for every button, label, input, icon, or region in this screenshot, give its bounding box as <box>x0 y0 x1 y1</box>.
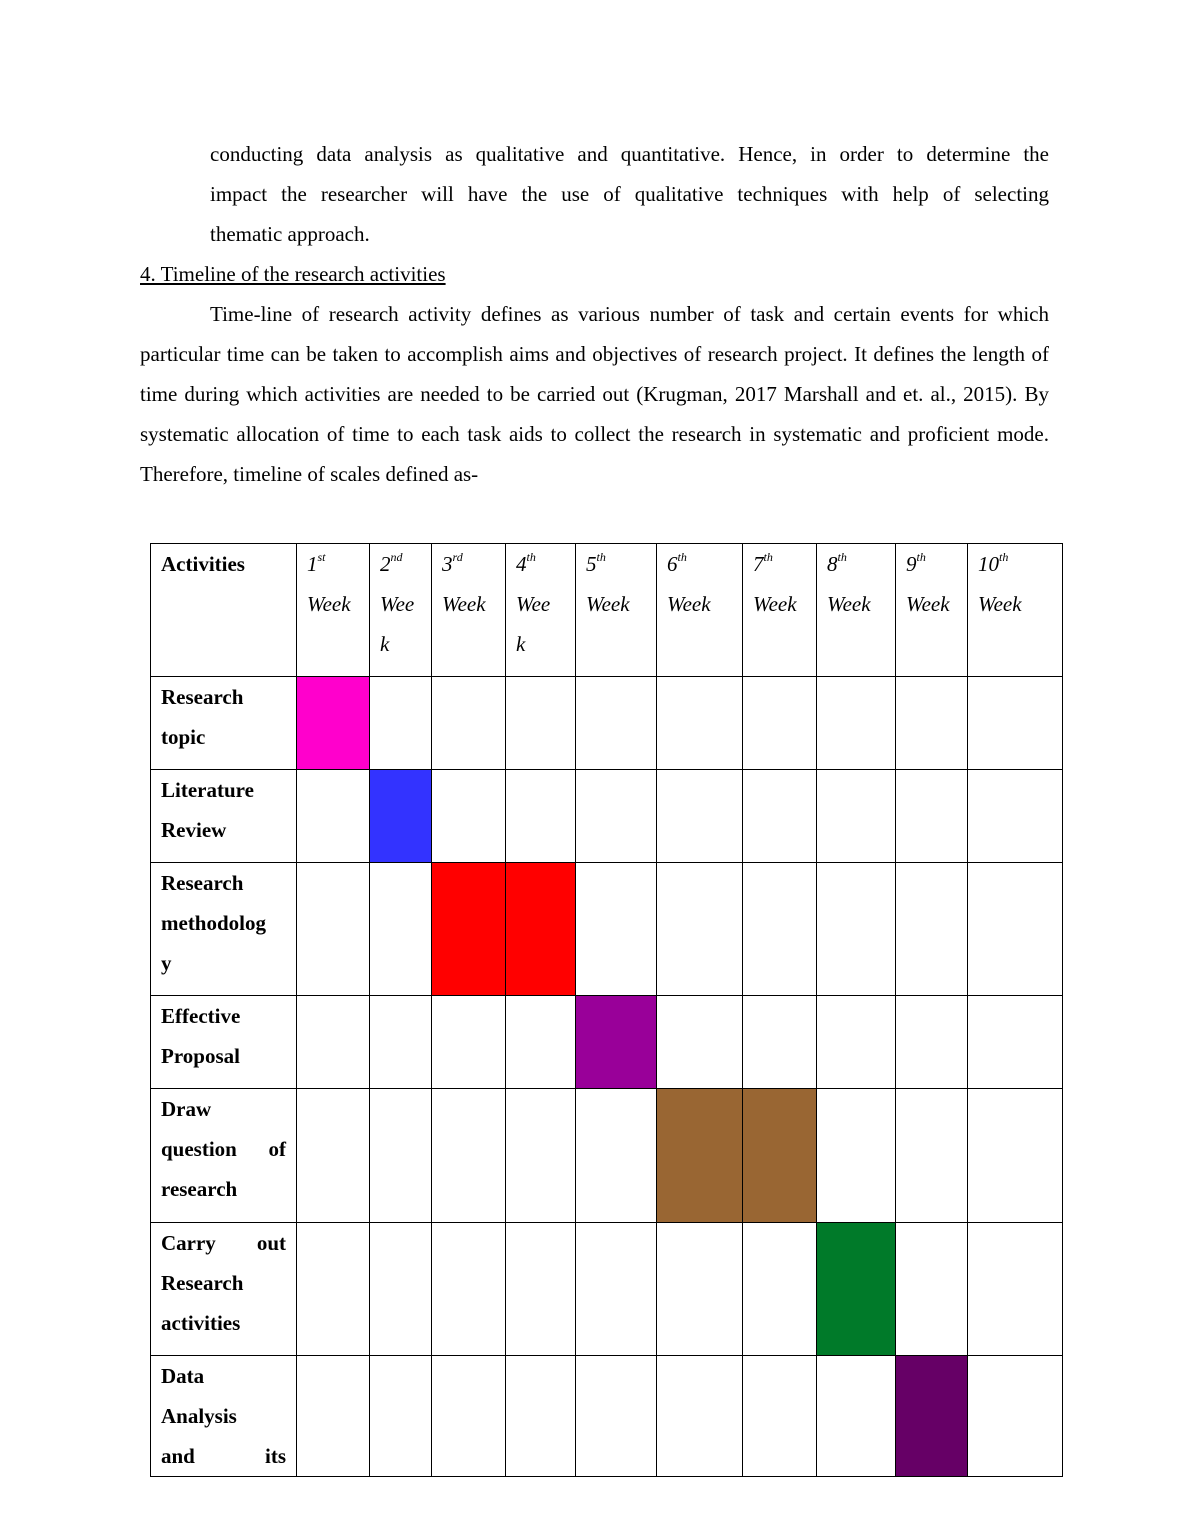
week-ordinal-suffix: nd <box>390 550 403 564</box>
table-row <box>151 1356 1063 1477</box>
empty-week-cell <box>297 996 370 1089</box>
empty-week-cell <box>896 1089 968 1223</box>
activity-name-line: Review <box>161 818 227 842</box>
activity-name-line: and its <box>161 1444 286 1468</box>
empty-week-cell <box>657 1223 743 1356</box>
section-body: Time-line of research activity defines as various number of task and certain events for which particular time can be taken to accomplish aims and objectives of research project. It defines the length of time during which activities are needed to be carried out (Krugman, 2017 Marshall and et. al., 2015). By systematic allocation of time to each task aids to collect the research in systematic and proficient mode. Therefore, timeline of scales defined as- <box>140 302 1049 486</box>
empty-week-cell <box>896 677 968 770</box>
scheduled-week-cell <box>576 996 657 1089</box>
week-ordinal-suffix: th <box>763 550 773 564</box>
week-ordinal-suffix: th <box>916 550 926 564</box>
activity-name-cell <box>151 996 297 1089</box>
week-number: 9 <box>906 552 917 576</box>
empty-week-cell <box>370 863 432 996</box>
week-header-10 <box>968 544 1063 677</box>
table-row <box>151 677 1063 770</box>
activity-name-cell <box>151 1089 297 1223</box>
activity-name-line: topic <box>161 725 206 749</box>
week-label: Wee <box>516 592 551 616</box>
empty-week-cell <box>657 1356 743 1477</box>
week-label-wrap: k <box>516 632 526 656</box>
empty-week-cell <box>896 770 968 863</box>
scheduled-week-cell <box>370 770 432 863</box>
scheduled-week-cell <box>743 1089 817 1223</box>
empty-week-cell <box>506 770 576 863</box>
empty-week-cell <box>968 1356 1063 1477</box>
week-ordinal-suffix: rd <box>452 550 463 564</box>
week-number: 6 <box>667 552 678 576</box>
activity-name-line: Data <box>161 1364 205 1388</box>
scheduled-week-cell <box>817 1223 896 1356</box>
week-label: Week <box>978 592 1022 616</box>
week-label: Week <box>586 592 630 616</box>
week-label: Week <box>307 592 351 616</box>
table-row <box>151 1223 1063 1356</box>
activity-name-line: Research <box>161 685 244 709</box>
empty-week-cell <box>370 1356 432 1477</box>
table-header-row <box>151 544 1063 677</box>
week-label: Week <box>906 592 950 616</box>
week-number: 5 <box>586 552 597 576</box>
empty-week-cell <box>576 677 657 770</box>
empty-week-cell <box>743 863 817 996</box>
empty-week-cell <box>657 996 743 1089</box>
activity-name-line: Effective <box>161 1004 241 1028</box>
empty-week-cell <box>576 863 657 996</box>
empty-week-cell <box>743 1223 817 1356</box>
empty-week-cell <box>968 863 1063 996</box>
week-ordinal-suffix: th <box>837 550 847 564</box>
empty-week-cell <box>506 1089 576 1223</box>
week-header-3 <box>432 544 506 677</box>
empty-week-cell <box>297 863 370 996</box>
scheduled-week-cell <box>896 1356 968 1477</box>
week-ordinal-suffix: st <box>317 550 326 564</box>
empty-week-cell <box>657 770 743 863</box>
week-label: Week <box>827 592 871 616</box>
activity-name-line: Proposal <box>161 1044 240 1068</box>
empty-week-cell <box>432 996 506 1089</box>
empty-week-cell <box>432 1089 506 1223</box>
section-heading: 4. Timeline of the research activities <box>140 262 446 286</box>
scheduled-week-cell <box>657 1089 743 1223</box>
intro-line-1: conducting data analysis as qualitative and quantitative. Hence, in order to determine the <box>210 142 1049 166</box>
table-row <box>151 996 1063 1089</box>
week-header-1 <box>297 544 370 677</box>
empty-week-cell <box>370 996 432 1089</box>
empty-week-cell <box>370 677 432 770</box>
activity-name-line: methodolog <box>161 911 266 935</box>
empty-week-cell <box>896 996 968 1089</box>
week-label: Week <box>442 592 486 616</box>
empty-week-cell <box>432 1356 506 1477</box>
week-header-2 <box>370 544 432 677</box>
empty-week-cell <box>506 1223 576 1356</box>
week-ordinal-suffix: th <box>526 550 536 564</box>
week-label: Week <box>753 592 797 616</box>
empty-week-cell <box>968 1089 1063 1223</box>
table-body <box>151 677 1063 1477</box>
empty-week-cell <box>968 996 1063 1089</box>
empty-week-cell <box>817 677 896 770</box>
empty-week-cell <box>743 996 817 1089</box>
empty-week-cell <box>576 770 657 863</box>
timeline-table <box>150 543 1063 1477</box>
week-label: Wee <box>380 592 415 616</box>
week-number: 2 <box>380 552 391 576</box>
empty-week-cell <box>432 1223 506 1356</box>
intro-line-3: thematic approach. <box>210 222 370 246</box>
table-row <box>151 1089 1063 1223</box>
week-header-4 <box>506 544 576 677</box>
empty-week-cell <box>657 677 743 770</box>
empty-week-cell <box>432 770 506 863</box>
empty-week-cell <box>896 863 968 996</box>
empty-week-cell <box>817 770 896 863</box>
empty-week-cell <box>576 1089 657 1223</box>
week-ordinal-suffix: th <box>999 550 1009 564</box>
empty-week-cell <box>817 996 896 1089</box>
activity-name-line: Research <box>161 871 244 895</box>
week-ordinal-suffix: th <box>596 550 606 564</box>
empty-week-cell <box>968 677 1063 770</box>
empty-week-cell <box>370 1223 432 1356</box>
week-number: 1 <box>307 552 318 576</box>
week-header-9 <box>896 544 968 677</box>
intro-paragraph <box>210 134 1049 254</box>
activities-header: Activities <box>151 544 297 677</box>
activity-name-cell <box>151 770 297 863</box>
empty-week-cell <box>506 1356 576 1477</box>
week-header-7 <box>743 544 817 677</box>
intro-line-2: impact the researcher will have the use of qualitative techniques with help of selecting <box>210 182 1049 206</box>
empty-week-cell <box>297 1223 370 1356</box>
activity-name-line: question of <box>161 1137 286 1161</box>
empty-week-cell <box>968 770 1063 863</box>
empty-week-cell <box>432 677 506 770</box>
empty-week-cell <box>297 770 370 863</box>
table-row <box>151 770 1063 863</box>
empty-week-cell <box>743 1356 817 1477</box>
empty-week-cell <box>896 1223 968 1356</box>
activity-name-line: Literature <box>161 778 254 802</box>
week-ordinal-suffix: th <box>677 550 687 564</box>
activity-name-cell <box>151 1223 297 1356</box>
empty-week-cell <box>817 863 896 996</box>
empty-week-cell <box>743 770 817 863</box>
week-header-8 <box>817 544 896 677</box>
activity-name-line: research <box>161 1177 238 1201</box>
empty-week-cell <box>297 1089 370 1223</box>
week-number: 7 <box>753 552 764 576</box>
empty-week-cell <box>968 1223 1063 1356</box>
activity-name-cell <box>151 863 297 996</box>
empty-week-cell <box>370 1089 432 1223</box>
empty-week-cell <box>743 677 817 770</box>
activity-name-line: y <box>161 951 172 975</box>
empty-week-cell <box>817 1089 896 1223</box>
empty-week-cell <box>657 863 743 996</box>
week-number: 3 <box>442 552 453 576</box>
empty-week-cell <box>817 1356 896 1477</box>
scheduled-week-cell <box>506 863 576 996</box>
week-label: Week <box>667 592 711 616</box>
activity-name-line: Research <box>161 1271 244 1295</box>
activity-name-line: Carry out <box>161 1231 286 1255</box>
week-header-6 <box>657 544 743 677</box>
week-number: 10 <box>978 552 999 576</box>
empty-week-cell <box>576 1223 657 1356</box>
empty-week-cell <box>576 1356 657 1477</box>
activity-name-line: Draw <box>161 1097 212 1121</box>
empty-week-cell <box>506 677 576 770</box>
week-number: 4 <box>516 552 527 576</box>
week-header-5 <box>576 544 657 677</box>
activity-name-cell <box>151 677 297 770</box>
activity-name-line: activities <box>161 1311 241 1335</box>
week-label-wrap: k <box>380 632 390 656</box>
empty-week-cell <box>297 1356 370 1477</box>
scheduled-week-cell <box>297 677 370 770</box>
table-row <box>151 863 1063 996</box>
week-number: 8 <box>827 552 838 576</box>
activity-name-cell <box>151 1356 297 1477</box>
scheduled-week-cell <box>432 863 506 996</box>
empty-week-cell <box>506 996 576 1089</box>
activity-name-line: Analysis <box>161 1404 237 1428</box>
